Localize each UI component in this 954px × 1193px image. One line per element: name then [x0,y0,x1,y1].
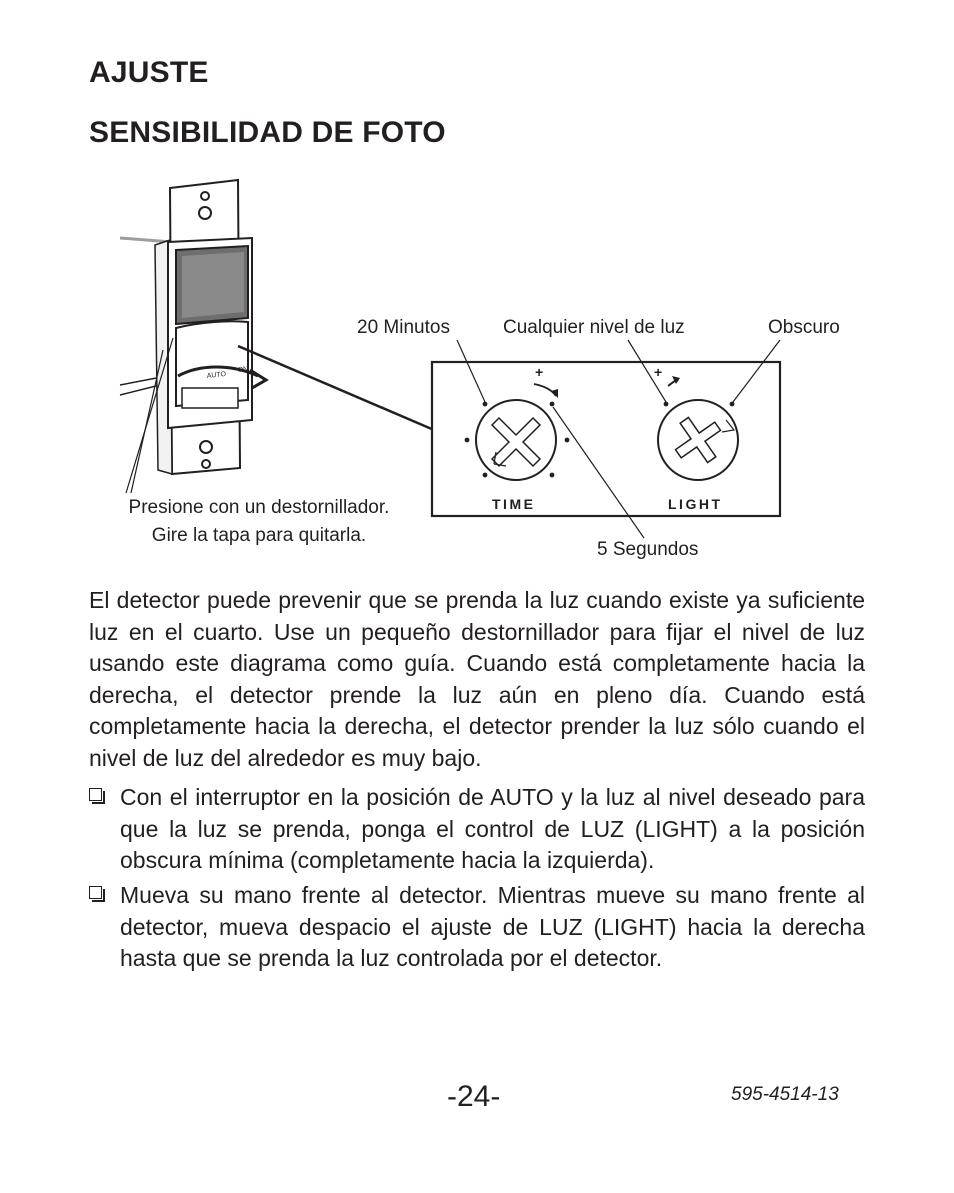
press-instruction-line2: Gire la tapa para quitarla. [151,525,367,546]
sensor-lens-highlight [182,252,244,318]
section-title: SENSIBILIDAD DE FOTO [89,116,446,149]
list-item [89,782,865,877]
light-dial-label: LIGHT [668,496,723,512]
photo-sensitivity-diagram [0,0,954,580]
auto-switch-label: AUTO [206,371,227,380]
page-title: AJUSTE [89,56,209,89]
light-plus-sign: + [654,364,663,380]
list-item-text: Con el interruptor en la posición de AUTO y la luz al nivel deseado para que la luz se prenda, ponga el control de LUZ (LIGHT) a la posición obscura mínima (completamente hacia la izquierda). [120,784,865,874]
list-item [89,880,865,975]
list-item-text: Mueva su mano frente al detector. Mientras mueve su mano frente al detector, mueva despacio el ajuste de LUZ (LIGHT) hacia la derecha hasta que se prenda la luz controlada por el detector. [120,882,865,972]
on-switch-label: ON [237,365,249,374]
seconds-label: 5 Segundos [597,539,699,560]
switch-slot [182,388,238,408]
checkbox-icon [89,788,102,801]
detail-pointer-line [238,346,434,430]
document-code: 595-4514-13 [731,1084,839,1105]
time-plus-sign: + [535,364,544,380]
intro-paragraph: El detector puede prevenir que se prenda la luz cuando existe ya suficiente luz en el cuarto. Use un pequeño destornillador para fijar el nivel de luz usando este diagrama como guía. Cuando está completamente hacia la derecha, el detector prende la luz aún en pleno día. Cuando está completamente hacia la derecha, el detector prender la luz sólo cuando el nivel de luz del alrededor es muy bajo. [89,587,865,771]
checkbox-icon [89,886,102,899]
wall-sensor-illustration [120,180,266,474]
press-instruction-line1: Presione con un destornillador. [128,497,390,518]
minutes-label: 20 Minutos [357,317,450,338]
dark-label: Obscuro [768,317,840,338]
any-light-label: Cualquier nivel de luz [503,317,685,338]
page-number: -24- [447,1080,501,1113]
time-dial-label: TIME [492,496,536,512]
